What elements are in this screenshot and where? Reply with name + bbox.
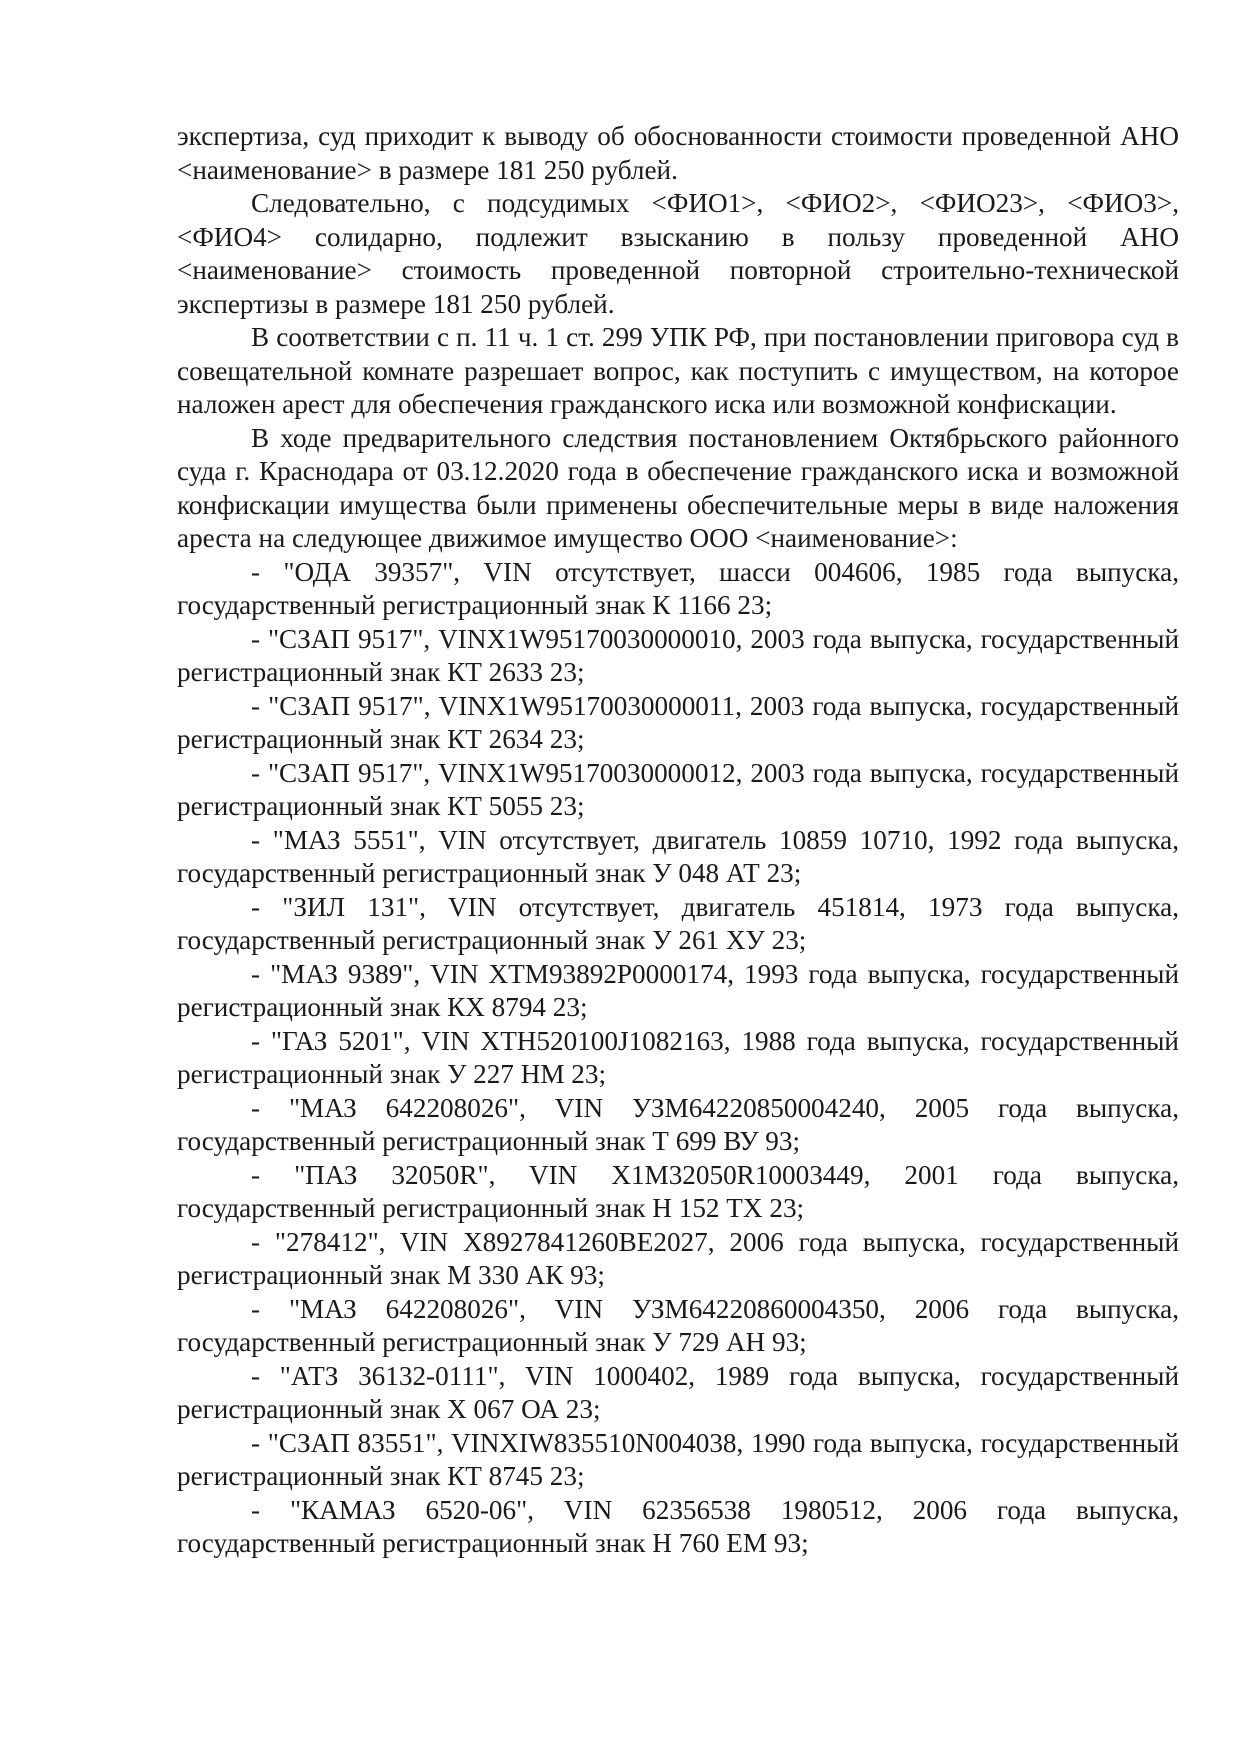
list-item-vehicle: - "СЗАП 9517", VINX1W95170030000012, 2003 года выпуска, государственный регистрационный знак КТ 5055 23;	[177, 757, 1179, 821]
list-item-vehicle: - "АТЗ 36132-0111", VIN 1000402, 1989 года выпуска, государственный регистрационный знак Х 067 ОА 23;	[177, 1360, 1179, 1424]
list-item-vehicle: - "ОДА 39357", VIN отсутствует, шасси 004606, 1985 года выпуска, государственный регистрационный знак К 1166 23;	[177, 556, 1179, 620]
list-item-vehicle: - "СЗАП 9517", VINX1W95170030000010, 2003 года выпуска, государственный регистрационный знак КТ 2633 23;	[177, 623, 1179, 687]
list-item-vehicle: - "МАЗ 5551", VIN отсутствует, двигатель 10859 10710, 1992 года выпуска, государственный регистрационный знак У 048 АТ 23;	[177, 824, 1179, 888]
list-item-vehicle: - "278412", VIN X8927841260BE2027, 2006 года выпуска, государственный регистрационный знак М 330 АК 93;	[177, 1226, 1179, 1290]
list-item-vehicle: - "СЗАП 9517", VINX1W95170030000011, 2003 года выпуска, государственный регистрационный знак КТ 2634 23;	[177, 690, 1179, 754]
list-item-vehicle: - "МАЗ 642208026", VIN УЗМ64220860004350, 2006 года выпуска, государственный регистрационный знак У 729 АН 93;	[177, 1293, 1179, 1357]
paragraph-arrest: В ходе предварительного следствия постановлением Октябрьского районного суда г. Краснодара от 03.12.2020 года в обеспечение гражданского иска и возможной конфискации имущества были применены обеспечительные меры в виде наложения ареста на следующее движимое имущество ООО <наименование>:	[177, 422, 1179, 553]
paragraph-recovery: Следовательно, с подсудимых <ФИО1>, <ФИО2>, <ФИО23>, <ФИО3>, <ФИО4> солидарно, подлежит взысканию в пользу проведенной АНО <наименование> стоимость проведенной повторной строительно-технической экспертизы в размере 181 250 рублей.	[177, 188, 1179, 319]
document-body	[177, 120, 1179, 1561]
list-item-vehicle: - "ПАЗ 32050R", VIN X1M32050R10003449, 2001 года выпуска, государственный регистрационный знак Н 152 ТХ 23;	[177, 1159, 1179, 1223]
list-item-vehicle: - "ГАЗ 5201", VIN XTH520100J1082163, 1988 года выпуска, государственный регистрационный знак У 227 НМ 23;	[177, 1025, 1179, 1089]
paragraph-expertise-cost: экспертиза, суд приходит к выводу об обоснованности стоимости проведенной АНО <наименование> в размере 181 250 рублей.	[177, 121, 1179, 185]
list-item-vehicle: - "МАЗ 642208026", VIN УЗМ64220850004240, 2005 года выпуска, государственный регистрационный знак Т 699 ВУ 93;	[177, 1092, 1179, 1156]
list-item-vehicle: - "КАМАЗ 6520-06", VIN 62356538 1980512, 2006 года выпуска, государственный регистрационный знак Н 760 ЕМ 93;	[177, 1494, 1179, 1558]
list-item-vehicle: - "СЗАП 83551", VINXIW835510N004038, 1990 года выпуска, государственный регистрационный знак КТ 8745 23;	[177, 1427, 1179, 1491]
paragraph-property-question: В соответствии с п. 11 ч. 1 ст. 299 УПК РФ, при постановлении приговора суд в совещательной комнате разрешает вопрос, как поступить с имуществом, на которое наложен арест для обеспечения гражданского иска или возможной конфискации.	[177, 322, 1179, 419]
list-item-vehicle: - "ЗИЛ 131", VIN отсутствует, двигатель 451814, 1973 года выпуска, государственный регистрационный знак У 261 ХУ 23;	[177, 891, 1179, 955]
list-item-vehicle: - "МАЗ 9389", VIN XTM93892P0000174, 1993 года выпуска, государственный регистрационный знак КХ 8794 23;	[177, 958, 1179, 1022]
